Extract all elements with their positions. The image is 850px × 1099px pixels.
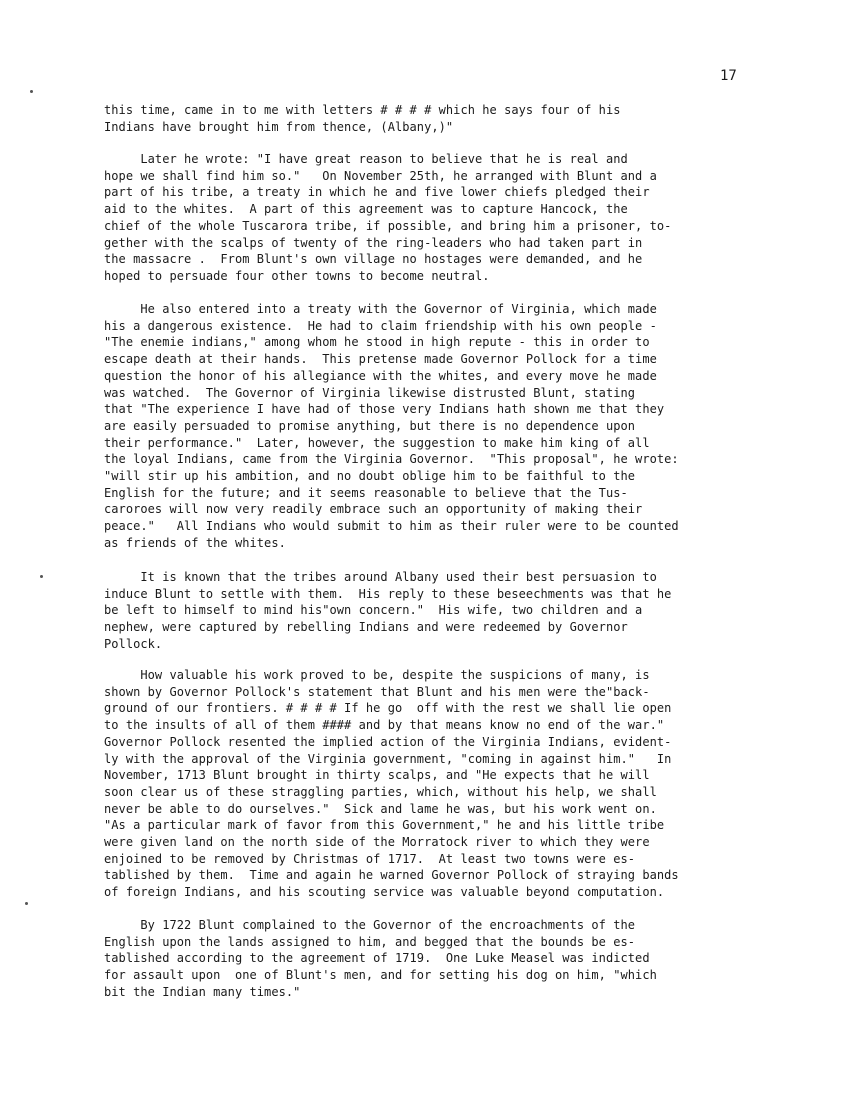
page-number: 17 [720,68,737,84]
paragraph-6: By 1722 Blunt complained to the Governor of the encroachments of the English upon the lands assigned to him, and begged that the bounds be es- tablished according to the agreement of 1719. One Luke Measel was indicted for assault upon one of Blunt's men, and for setting his dog on him, "which bit the Indian many times." [104,918,657,999]
scan-speck [30,90,33,93]
paragraph-3: He also entered into a treaty with the Governor of Virginia, which made his a dangerous existence. He had to claim friendship with his own people - "The enemie indians," among whom he stood in high repute - this in order to escape death at their hands. This pretense made Governor Pollock for a time question the honor of his allegiance with the whites, and every move he made was watched. The Governor of Virginia likewise distrusted Blunt, stating that "The experience I have had of those very Indians hath shown me that they are easily persuaded to promise anything, but there is no dependence upon their performance." Later, however, the suggestion to make him king of all the loyal Indians, came from the Virginia Governor. "This proposal", he wrote: "will stir up his ambition, and no doubt oblige him to be faithful to the English for the future; and it seems reasonable to believe that the Tus- caroroes will now very readily embrace such an opportunity of making their peace." All Indians who would submit to him as their ruler were to be counted as friends of the whites. [104,302,679,550]
paragraph-2: Later he wrote: "I have great reason to believe that he is real and hope we shall find him so." On November 25th, he arranged with Blunt and a part of his tribe, a treaty in which he and five lower chiefs pledged their aid to the whites. A part of this agreement was to capture Hancock, the chief of the whole Tuscarora tribe, if possible, and bring him a prisoner, to- gether with the scalps of twenty of the ring-leaders who had taken part in the massacre . From Blunt's own village no hostages were demanded, and he hoped to persuade four other towns to become neutral. [104,152,672,283]
scan-speck [40,575,43,578]
paragraph-1: this time, came in to me with letters # # # # which he says four of his Indians have brought him from thence, (Albany,)" [104,103,621,134]
paragraph-5: How valuable his work proved to be, despite the suspicions of many, is shown by Governor Pollock's statement that Blunt and his men were the"back- ground of our frontiers. # # # # If he go off with the rest we shall lie open to the insults of all of them #### and by that means know no end of the war." Governor Pollock resented the implied action of the Virginia Indians, evident- ly with the approval of the Virginia government, "coming in against him." In November, 1713 Blunt brought in thirty scalps, and "He expects that he will soon clear us of these straggling parties, which, without his help, we shall never be able to do ourselves." Sick and lame he was, but his work went on. "As a particular mark of favor from this Government," he and his little tribe were given land on the north side of the Morratock river to which they were enjoined to be removed by Christmas of 1717. At least two towns were es- tablished by them. Time and again he warned Governor Pollock of straying bands of foreign Indians, and his scouting service was valuable beyond computation. [104,668,679,900]
paragraph-4: It is known that the tribes around Albany used their best persuasion to induce Blunt to settle with them. His reply to these beseechments was that he be left to himself to mind his"own concern." His wife, two children and a nephew, were captured by rebelling Indians and were redeemed by Governor Pollock. [104,570,672,651]
scan-speck [25,902,28,905]
